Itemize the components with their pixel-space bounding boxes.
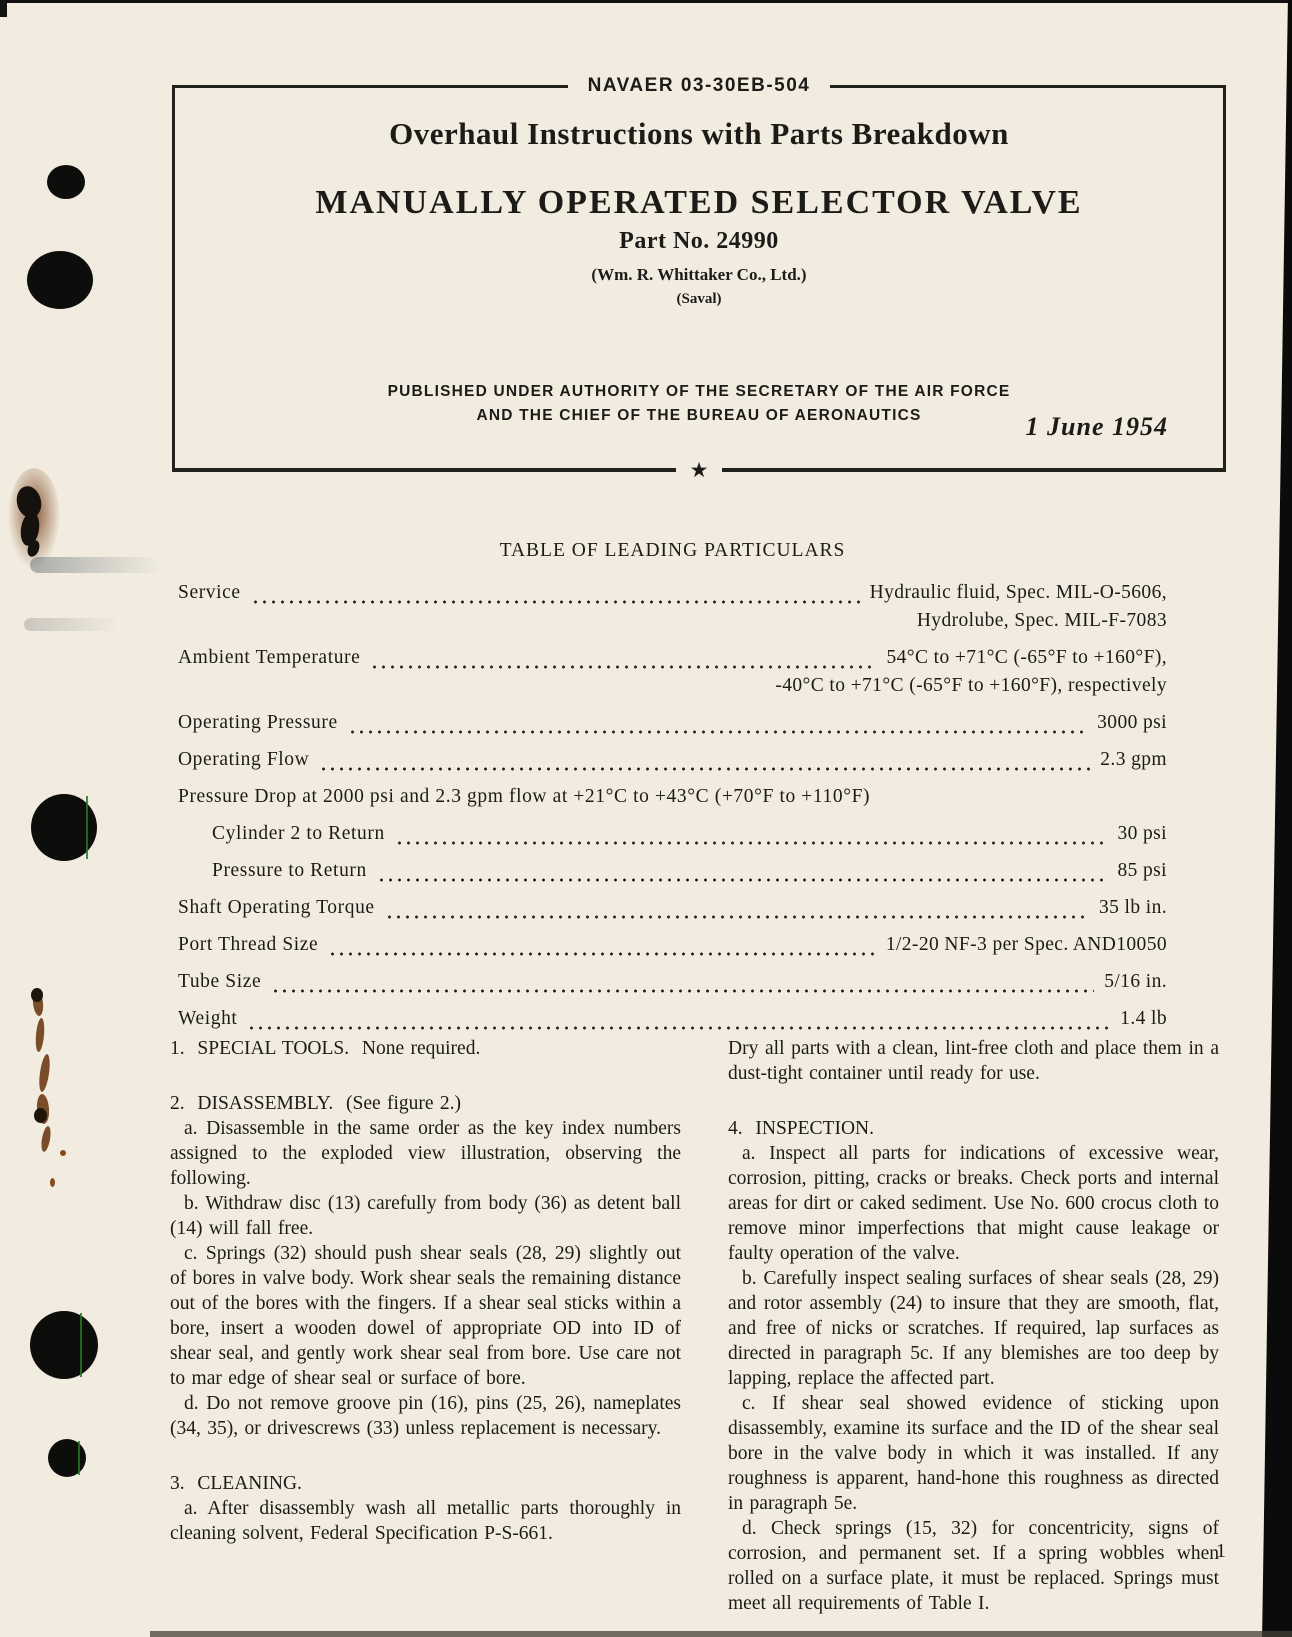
row-label: Operating Flow xyxy=(178,749,310,770)
dot-leader xyxy=(348,710,1087,736)
table-row xyxy=(178,747,1167,773)
rule-segment xyxy=(722,468,1226,472)
rust-dot xyxy=(60,1150,66,1156)
title-block xyxy=(172,75,1226,482)
row-value: 30 psi xyxy=(1117,823,1167,844)
row-label: Port Thread Size xyxy=(178,934,319,955)
body-column-right xyxy=(728,1036,1219,1616)
part-number: Part No. 24990 xyxy=(619,228,779,254)
row-value: 1/2-20 NF-3 per Spec. AND10050 xyxy=(885,934,1167,955)
row-value: 2.3 gpm xyxy=(1100,749,1167,770)
section-heading: 2. DISASSEMBLY. (See figure 2.) xyxy=(170,1093,462,1114)
publication-date: 1 June 1954 xyxy=(1025,412,1168,441)
row-value-continued: -40°C to +71°C (-65°F to +160°F), respectively xyxy=(775,675,1167,696)
dot-leader xyxy=(370,645,876,671)
scan-edge-bottom xyxy=(150,1631,1292,1637)
brand-name: (Saval) xyxy=(676,291,722,307)
row-label: Cylinder 2 to Return xyxy=(212,823,385,844)
page-title: MANUALLY OPERATED SELECTOR VALVE xyxy=(315,184,1083,221)
company-name: (Wm. R. Whittaker Co., Ltd.) xyxy=(591,265,807,284)
authority-line-2: AND THE CHIEF OF THE BUREAU OF AERONAUTICS xyxy=(476,407,922,424)
document-subtitle: Overhaul Instructions with Parts Breakdown xyxy=(389,116,1009,151)
dot-leader xyxy=(328,932,876,958)
row-label: Tube Size xyxy=(178,971,262,992)
dot-leader xyxy=(251,580,860,606)
punch-mark xyxy=(48,1439,86,1477)
table-row xyxy=(178,858,1167,884)
rule-segment xyxy=(172,85,568,88)
paragraph: b. Withdraw disc (13) carefully from body (36) as detent ball (14) will fall free. xyxy=(170,1193,681,1239)
table-row xyxy=(178,969,1167,995)
authority-line-1: PUBLISHED UNDER AUTHORITY OF THE SECRETARY OF THE AIR FORCE xyxy=(387,383,1011,400)
dot-leader xyxy=(385,895,1089,921)
row-value: Hydraulic fluid, Spec. MIL-O-5606, xyxy=(869,582,1167,603)
rust-dot xyxy=(50,1178,55,1187)
punch-mark xyxy=(30,1311,98,1379)
paragraph: d. Check springs (15, 32) for concentricity, signs of corrosion, and permanent set. If a spring wobbles when rolled on a surface plate, it must be replaced. Springs must meet all requirements of Table I. xyxy=(728,1518,1219,1614)
row-value: 35 lb in. xyxy=(1098,897,1167,918)
row-label: Shaft Operating Torque xyxy=(178,897,375,918)
section-heading: 3. CLEANING. xyxy=(170,1473,302,1494)
paragraph: Dry all parts with a clean, lint-free cloth and place them in a dust-tight container until ready for use. xyxy=(728,1038,1219,1084)
scan-edge-nub xyxy=(0,0,7,17)
row-value: 5/16 in. xyxy=(1104,971,1167,992)
punch-mark xyxy=(47,165,85,199)
row-label: Weight xyxy=(178,1008,238,1029)
paragraph: a. After disassembly wash all metallic parts thoroughly in cleaning solvent, Federal Specification P-S-661. xyxy=(170,1498,681,1544)
row-value: 1.4 lb xyxy=(1120,1008,1167,1029)
row-label: Pressure Drop at 2000 psi and 2.3 gpm flow at +21°C to +43°C (+70°F to +110°F) xyxy=(178,786,871,807)
dot-leader xyxy=(395,821,1108,847)
document-number: NAVAER 03-30EB-504 xyxy=(587,75,811,96)
section-heading: 4. INSPECTION. xyxy=(728,1118,875,1139)
rust-streak xyxy=(31,988,43,1002)
page-number: 1 xyxy=(1216,1540,1226,1562)
paragraph: a. Inspect all parts for indications of excessive wear, corrosion, pitting, cracks or breaks. Check ports and internal areas for dirt or caked sediment. Use No. 600 crocus cloth to remove minor imperfections that might cause leakage or faulty operation of the valve. xyxy=(728,1143,1219,1264)
row-value: 3000 psi xyxy=(1097,712,1167,733)
body-column-left xyxy=(170,1036,681,1546)
scan-edge-top xyxy=(0,0,1292,3)
paragraph: c. Springs (32) should push shear seals (28, 29) slightly out of bores in valve body. Work shear seals the remaining distance out of the bores with the fingers. If a shear seal sticks within a bore, insert a wooden dowel of appropriate OD into ID of shear seal, and gently work shear seal from bore. Use care not to mar edge of shear seal or surface of bore. xyxy=(170,1243,681,1389)
rust-streak xyxy=(34,1108,47,1123)
paragraph: a. Disassemble in the same order as the key index numbers assigned to the exploded view illustration, observing the following. xyxy=(170,1118,681,1189)
scan-artifact-line xyxy=(86,796,88,859)
scan-artifact-line xyxy=(80,1313,82,1377)
dot-leader xyxy=(319,747,1090,773)
table-row xyxy=(178,580,1167,606)
dot-leader xyxy=(271,969,1094,995)
row-label: Operating Pressure xyxy=(178,712,338,733)
rust-streak xyxy=(40,1126,52,1153)
rule-segment xyxy=(172,468,676,472)
section-heading: 1. SPECIAL TOOLS. None required. xyxy=(170,1038,481,1059)
title-block-top-rule xyxy=(172,73,1226,99)
dot-leader xyxy=(377,858,1108,884)
paragraph: c. If shear seal showed evidence of sticking upon disassembly, examine its surface and the ID of the shear seal bore in the valve body in which it was installed. If any roughness is apparent, hand-hone this roughness as directed in paragraph 5e. xyxy=(728,1393,1219,1514)
smudge-mark xyxy=(24,618,119,631)
scan-artifact-line xyxy=(78,1441,80,1475)
table-row xyxy=(178,784,1167,810)
row-label: Pressure to Return xyxy=(212,860,367,881)
rule-segment xyxy=(830,85,1226,88)
leading-particulars-table xyxy=(178,540,1167,1032)
row-value: 85 psi xyxy=(1117,860,1167,881)
punch-mark xyxy=(27,251,93,309)
row-label: Service xyxy=(178,582,241,603)
table-row xyxy=(178,645,1167,671)
dot-leader xyxy=(247,1006,1110,1032)
table-row xyxy=(178,710,1167,736)
star-icon: ★ xyxy=(689,457,709,482)
table-row xyxy=(178,932,1167,958)
row-value-continued: Hydrolube, Spec. MIL-F-7083 xyxy=(916,610,1167,631)
title-block-bottom-rule xyxy=(172,457,1226,483)
paragraph: d. Do not remove groove pin (16), pins (25, 26), nameplates (34, 35), or drivescrews (33) unless replacement is necessary. xyxy=(170,1393,681,1439)
row-label: Ambient Temperature xyxy=(178,647,361,668)
table-title: TABLE OF LEADING PARTICULARS xyxy=(499,540,846,561)
scan-edge-right xyxy=(1258,0,1292,1637)
table-row xyxy=(178,821,1167,847)
paragraph: b. Carefully inspect sealing surfaces of shear seals (28, 29) and rotor assembly (24) to insure that they are smooth, flat, and free of nicks or scratches. If required, lap surfaces as directed in paragraph 5c. If any blemishes are too deep by lapping, replace the affected part. xyxy=(728,1268,1219,1389)
rust-streak xyxy=(37,1054,51,1093)
table-row xyxy=(178,895,1167,921)
rust-streak xyxy=(35,1018,46,1053)
row-value: 54°C to +71°C (-65°F to +160°F), xyxy=(886,647,1167,668)
smudge-mark xyxy=(30,557,160,573)
table-row xyxy=(178,1006,1167,1032)
